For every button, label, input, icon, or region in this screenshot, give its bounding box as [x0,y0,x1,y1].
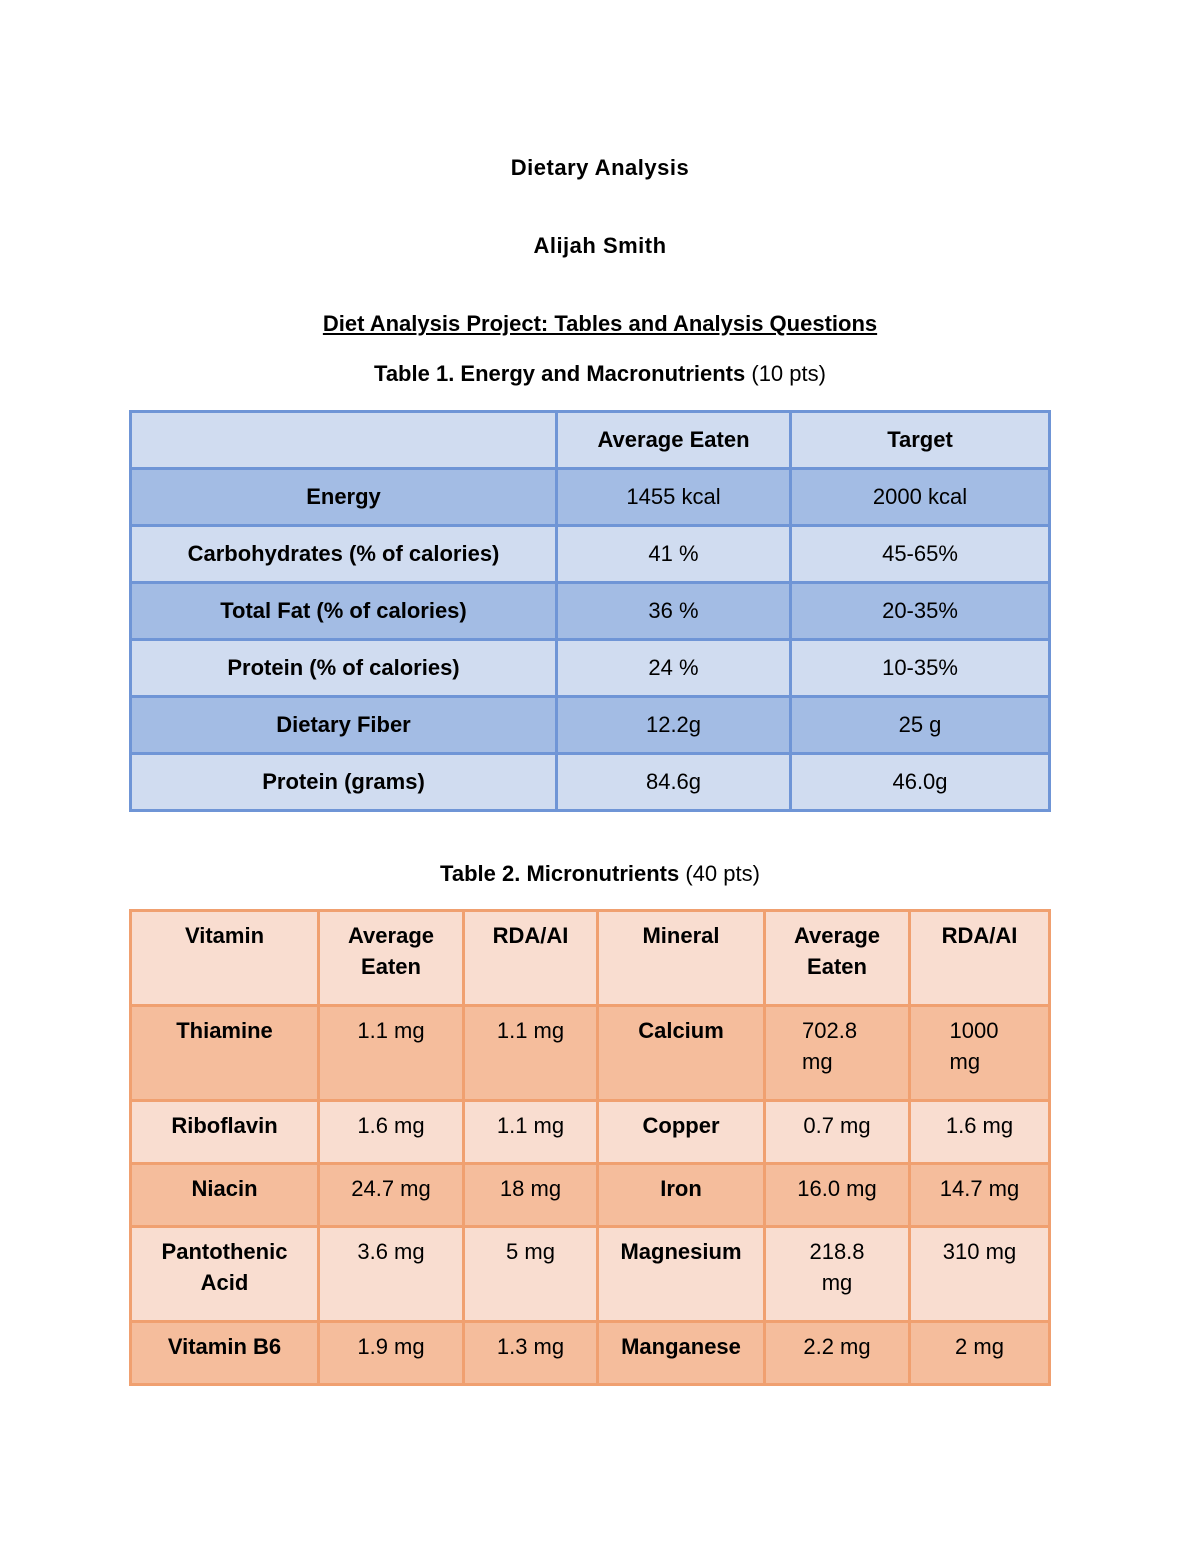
header-text: Average Eaten [793,923,880,979]
mineral-average-cell [765,1006,910,1101]
table1-header-average: Average Eaten [557,412,791,469]
table2-caption [0,860,1200,888]
micronutrients-table [129,909,1051,1386]
mineral-rda-cell: 1.6 mg [910,1101,1050,1164]
vitamin-name: Riboflavin [131,1101,319,1164]
table-row [131,640,1050,697]
table1-header-target: Target [791,412,1050,469]
average-eaten-cell: 1455 kcal [557,469,791,526]
target-cell: 46.0g [791,754,1050,811]
cell-value: 702.8 mg [802,1018,858,1074]
vitamin-name: Thiamine [131,1006,319,1101]
table-row [131,1227,1050,1322]
vitamin-rda-cell: 1.3 mg [464,1322,598,1385]
table-row [131,697,1050,754]
row-label: Carbohydrates (% of calories) [131,526,557,583]
table1-header-blank [131,412,557,469]
target-cell: 20-35% [791,583,1050,640]
cell-value: 1000 mg [949,1018,999,1074]
table-row [131,754,1050,811]
vitamin-average-cell: 1.9 mg [319,1322,464,1385]
vitamin-average-cell: 3.6 mg [319,1227,464,1322]
table-row [131,1101,1050,1164]
target-cell: 2000 kcal [791,469,1050,526]
table-row [131,469,1050,526]
mineral-name: Copper [598,1101,765,1164]
vitamin-average-cell: 1.1 mg [319,1006,464,1101]
mineral-name: Manganese [598,1322,765,1385]
table2-header-vitamin-rda: RDA/AI [464,911,598,1006]
mineral-name: Iron [598,1164,765,1227]
vitamin-rda-cell: 18 mg [464,1164,598,1227]
table-row [131,526,1050,583]
vitamin-rda-cell: 5 mg [464,1227,598,1322]
average-eaten-cell: 84.6g [557,754,791,811]
mineral-rda-cell: 14.7 mg [910,1164,1050,1227]
vitamin-name-text: Pantothenic Acid [161,1239,288,1295]
table-row [131,1322,1050,1385]
energy-macronutrients-table [129,410,1051,812]
mineral-average-cell: 16.0 mg [765,1164,910,1227]
target-cell: 25 g [791,697,1050,754]
vitamin-average-cell: 1.6 mg [319,1101,464,1164]
average-eaten-cell: 24 % [557,640,791,697]
average-eaten-cell: 12.2g [557,697,791,754]
vitamin-average-cell: 24.7 mg [319,1164,464,1227]
mineral-average-cell [765,1227,910,1322]
target-cell: 10-35% [791,640,1050,697]
table2-header-mineral: Mineral [598,911,765,1006]
mineral-average-cell: 2.2 mg [765,1322,910,1385]
table1-header-row [131,412,1050,469]
mineral-rda-cell: 310 mg [910,1227,1050,1322]
header-text: Average Eaten [347,923,434,979]
table-row [131,1006,1050,1101]
table2-header-vitamin-average [319,911,464,1006]
row-label: Dietary Fiber [131,697,557,754]
table1-caption [0,360,1200,388]
table1-points: (10 pts) [751,361,826,386]
row-label: Total Fat (% of calories) [131,583,557,640]
project-title: Diet Analysis Project: Tables and Analysis Questions [322,311,878,336]
vitamin-rda-cell: 1.1 mg [464,1006,598,1101]
mineral-rda-cell: 2 mg [910,1322,1050,1385]
mineral-name: Calcium [598,1006,765,1101]
mineral-rda-cell [910,1006,1050,1101]
table2-header-mineral-average [765,911,910,1006]
mineral-average-cell: 0.7 mg [765,1101,910,1164]
author-name: Alijah Smith [533,233,667,258]
table2-header-row [131,911,1050,1006]
row-label: Protein (% of calories) [131,640,557,697]
table1-caption-text: Table 1. Energy and Macronutrients [374,361,746,386]
table2-caption-text: Table 2. Micronutrients [440,861,680,886]
row-label: Energy [131,469,557,526]
vitamin-rda-cell: 1.1 mg [464,1101,598,1164]
average-eaten-cell: 41 % [557,526,791,583]
vitamin-name: Vitamin B6 [131,1322,319,1385]
cell-value: 218.8 mg [809,1239,865,1295]
vitamin-name [131,1227,319,1322]
table-row [131,583,1050,640]
vitamin-name: Niacin [131,1164,319,1227]
table2-header-mineral-rda: RDA/AI [910,911,1050,1006]
table-row [131,1164,1050,1227]
table2-points: (40 pts) [685,861,760,886]
row-label: Protein (grams) [131,754,557,811]
mineral-name: Magnesium [598,1227,765,1322]
average-eaten-cell: 36 % [557,583,791,640]
table2-header-vitamin: Vitamin [131,911,319,1006]
document-title: Dietary Analysis [510,155,690,180]
target-cell: 45-65% [791,526,1050,583]
